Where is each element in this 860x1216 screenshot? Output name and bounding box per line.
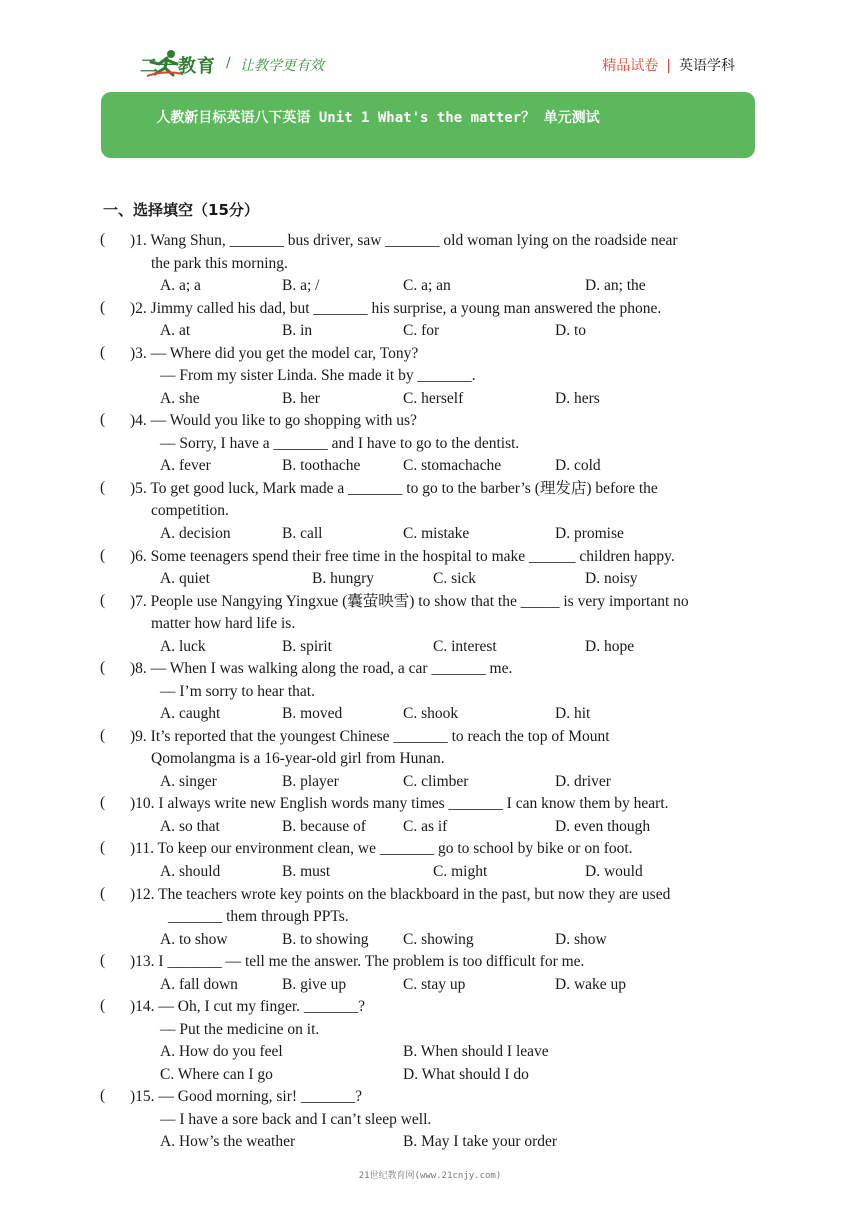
option-a: A. decision (160, 525, 231, 542)
question-stem-continued: Qomolangma is a 16-year-old girl from Hunan. (151, 750, 445, 767)
question-stem: )13. I _______ — tell me the answer. The problem is too difficult for me. (130, 953, 585, 970)
option-a: A. How do you feel (160, 1043, 283, 1060)
option-a: A. singer (160, 773, 217, 790)
question-stem: )4. — Would you like to go shopping with us? (130, 412, 417, 429)
option-c: C. stomachache (403, 457, 502, 474)
option-c: C. shook (403, 705, 459, 722)
question-stem-continued: — From my sister Linda. She made it by _______. (160, 367, 476, 384)
option-a: A. luck (160, 638, 206, 655)
question-stem: )6. Some teenagers spend their free time in the hospital to make ______ children happy. (130, 548, 675, 565)
option-b: B. spirit (282, 638, 332, 655)
option-a: A. quiet (160, 570, 210, 587)
header-label-subject: 英语学科 (679, 58, 735, 74)
slogan-divider: / (226, 55, 231, 71)
option-c: C. a; an (403, 277, 451, 294)
option-a: A. fall down (160, 976, 238, 993)
option-b: B. a; / (282, 277, 320, 294)
footer: 21世纪教育网(www.21cnjy.com) (358, 1171, 502, 1181)
option-a: A. at (160, 322, 191, 339)
answer-bracket: ( (100, 411, 106, 428)
option-a: A. so that (160, 818, 220, 835)
question-stem-continued: — Put the medicine on it. (160, 1021, 320, 1038)
option-b: B. in (282, 322, 313, 339)
question-stem: )3. — Where did you get the model car, Tony? (130, 345, 419, 362)
header-divider: | (666, 58, 671, 74)
option-a: A. to show (160, 931, 228, 948)
option-b: B. toothache (282, 457, 361, 474)
option-d: D. cold (555, 457, 601, 474)
answer-bracket: ( (100, 952, 106, 969)
option-d: D. an; the (585, 277, 646, 294)
answer-bracket: ( (100, 885, 106, 902)
answer-bracket: ( (100, 794, 106, 811)
option-c: C. stay up (403, 976, 466, 993)
option-b: B. May I take your order (403, 1133, 558, 1150)
question-stem-continued: competition. (151, 502, 229, 519)
option-b: B. because of (282, 818, 366, 835)
option-a: A. caught (160, 705, 221, 722)
section-title: 一、选择填空（15分） (103, 201, 259, 219)
option-d: D. promise (555, 525, 624, 542)
question-stem: )8. — When I was walking along the road, a car _______ me. (130, 660, 513, 677)
option-d: D. What should I do (403, 1066, 529, 1083)
answer-bracket: ( (100, 299, 106, 316)
option-b: B. her (282, 390, 320, 407)
option-d: D. noisy (585, 570, 638, 587)
option-c: C. interest (433, 638, 497, 655)
option-a: A. fever (160, 457, 211, 474)
answer-bracket: ( (100, 1087, 106, 1104)
answer-bracket: ( (100, 839, 106, 856)
answer-bracket: ( (100, 547, 106, 564)
option-d: D. to (555, 322, 586, 339)
logo-text: 二一教育 (140, 56, 216, 77)
answer-bracket: ( (100, 231, 106, 248)
option-b: B. to showing (282, 931, 369, 948)
header-labels (602, 55, 735, 75)
answer-bracket: ( (100, 659, 106, 676)
answer-bracket: ( (100, 997, 106, 1014)
option-d: D. hit (555, 705, 591, 722)
option-d: D. hers (555, 390, 600, 407)
option-a: A. a; a (160, 277, 201, 294)
question-stem: )11. To keep our environment clean, we _______ go to school by bike or on foot. (130, 840, 633, 857)
option-c: C. sick (433, 570, 477, 587)
option-c: C. herself (403, 390, 464, 407)
answer-bracket: ( (100, 479, 106, 496)
option-b: B. When should I leave (403, 1043, 549, 1060)
option-d: D. would (585, 863, 643, 880)
question-stem: )2. Jimmy called his dad, but _______ his surprise, a young man answered the phone. (130, 300, 662, 317)
answer-bracket: ( (100, 592, 106, 609)
banner-title: 人教新目标英语八下英语 Unit 1 What's the matter？ 单元测试 (156, 110, 600, 126)
option-d: D. hope (585, 638, 635, 655)
option-d: D. driver (555, 773, 611, 790)
question-stem: )1. Wang Shun, _______ bus driver, saw _______ old woman lying on the roadside near (130, 232, 678, 249)
question-stem: )9. It’s reported that the youngest Chinese _______ to reach the top of Mount (130, 728, 610, 745)
option-c: C. might (433, 863, 488, 880)
header-label-quality: 精品试卷 (602, 58, 659, 74)
question-stem-continued: the park this morning. (151, 255, 288, 272)
slogan: 让教学更有效 (240, 58, 324, 74)
question-stem: )10. I always write new English words many times _______ I can know them by heart. (130, 795, 669, 812)
option-d: D. wake up (555, 976, 627, 993)
question-stem: )14. — Oh, I cut my finger. _______? (130, 998, 366, 1015)
answer-bracket: ( (100, 344, 106, 361)
option-b: B. player (282, 773, 339, 790)
answer-bracket: ( (100, 727, 106, 744)
option-c: C. showing (403, 931, 474, 948)
option-d: D. show (555, 931, 607, 948)
option-c: C. mistake (403, 525, 470, 542)
option-c: C. as if (403, 818, 448, 835)
option-a: A. should (160, 863, 221, 880)
option-b: B. call (282, 525, 323, 542)
option-c: C. climber (403, 773, 469, 790)
option-b: B. moved (282, 705, 343, 722)
option-c: C. for (403, 322, 440, 339)
option-c: C. Where can I go (160, 1066, 273, 1083)
question-stem: )5. To get good luck, Mark made a _______ to go to the barber’s (理发店) before the (130, 480, 658, 497)
option-a: A. How’s the weather (160, 1133, 296, 1150)
question-stem-continued: matter how hard life is. (151, 615, 296, 632)
question-stem-continued: — I’m sorry to hear that. (160, 683, 315, 700)
option-d: D. even though (555, 818, 651, 835)
option-b: B. give up (282, 976, 347, 993)
question-stem: )12. The teachers wrote key points on the blackboard in the past, but now they are used (130, 886, 671, 903)
question-stem-continued: — I have a sore back and I can’t sleep well. (160, 1111, 432, 1128)
question-stem: )7. People use Nangying Yingxue (囊萤映雪) to show that the _____ is very important no (130, 593, 689, 610)
question-stem: )15. — Good morning, sir! _______? (130, 1088, 363, 1105)
question-stem-continued: _______ them through PPTs. (168, 908, 349, 925)
option-b: B. hungry (312, 570, 374, 587)
question-stem-continued: — Sorry, I have a _______ and I have to go to the dentist. (160, 435, 520, 452)
option-b: B. must (282, 863, 331, 880)
option-a: A. she (160, 390, 200, 407)
